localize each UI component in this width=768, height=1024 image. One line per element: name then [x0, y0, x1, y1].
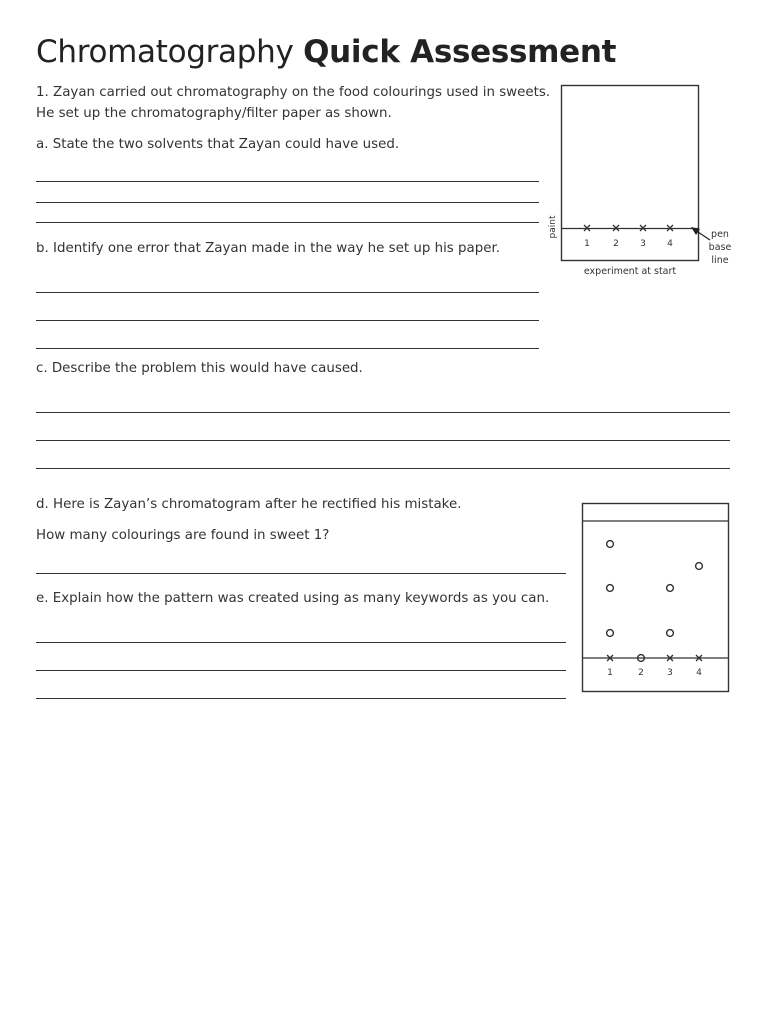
page-title [36, 34, 616, 70]
title-bold: Quick Assessment [303, 34, 617, 70]
lane-label: 3 [667, 668, 673, 678]
chromatography-setup-figure [540, 80, 740, 280]
spot [667, 630, 674, 637]
arrow-label-line: line [711, 255, 729, 266]
spot [607, 541, 614, 548]
lane-label: 1 [584, 239, 590, 249]
answer-line-1e-2[interactable] [36, 670, 566, 671]
answer-line-1c-2[interactable] [36, 440, 730, 441]
title-light: Chromatography [36, 34, 294, 70]
lane-label: 2 [638, 668, 644, 678]
question-1-intro-line-1: 1. Zayan carried out chromatography on the food colourings used in sweets. [36, 85, 551, 100]
lane-label: 4 [667, 239, 673, 249]
answer-line-1a-1[interactable] [36, 181, 539, 182]
question-1-intro-line-2: He set up the chromatography/filter paper as shown. [36, 106, 392, 121]
spot [696, 563, 703, 570]
chromatogram-paper-outline [583, 504, 729, 692]
filter-paper-outline [562, 86, 699, 261]
spot [667, 585, 674, 592]
answer-line-1b-2[interactable] [36, 320, 539, 321]
answer-line-1a-2[interactable] [36, 202, 539, 203]
spot [607, 585, 614, 592]
question-1e: e. Explain how the pattern was created using as many keywords as you can. [36, 591, 550, 606]
answer-line-1e-3[interactable] [36, 698, 566, 699]
answer-line-1b-3[interactable] [36, 348, 539, 349]
question-1d: d. Here is Zayan’s chromatogram after he rectified his mistake. [36, 497, 462, 512]
answer-line-1e-1[interactable] [36, 642, 566, 643]
paint-label: paint [548, 215, 558, 239]
answer-line-1c-1[interactable] [36, 412, 730, 413]
answer-line-1d-1[interactable] [36, 573, 566, 574]
question-1c: c. Describe the problem this would have caused. [36, 361, 363, 376]
lane-label: 1 [607, 668, 613, 678]
answer-line-1c-3[interactable] [36, 468, 730, 469]
lane-label: 3 [640, 239, 646, 249]
answer-line-1a-3[interactable] [36, 222, 539, 223]
figure-caption: experiment at start [583, 266, 677, 277]
spots [607, 541, 703, 662]
spot [607, 630, 614, 637]
lane-label: 4 [696, 668, 702, 678]
question-1d-sub: How many colourings are found in sweet 1? [36, 528, 330, 543]
arrow-label-line: base [708, 242, 732, 253]
lane-label: 2 [613, 239, 619, 249]
question-1a: a. State the two solvents that Zayan could have used. [36, 137, 400, 152]
chromatogram-figure [575, 495, 740, 700]
arrow-label-line: pen [711, 229, 729, 240]
question-1b: b. Identify one error that Zayan made in the way he set up his paper. [36, 241, 501, 256]
answer-line-1b-1[interactable] [36, 292, 539, 293]
